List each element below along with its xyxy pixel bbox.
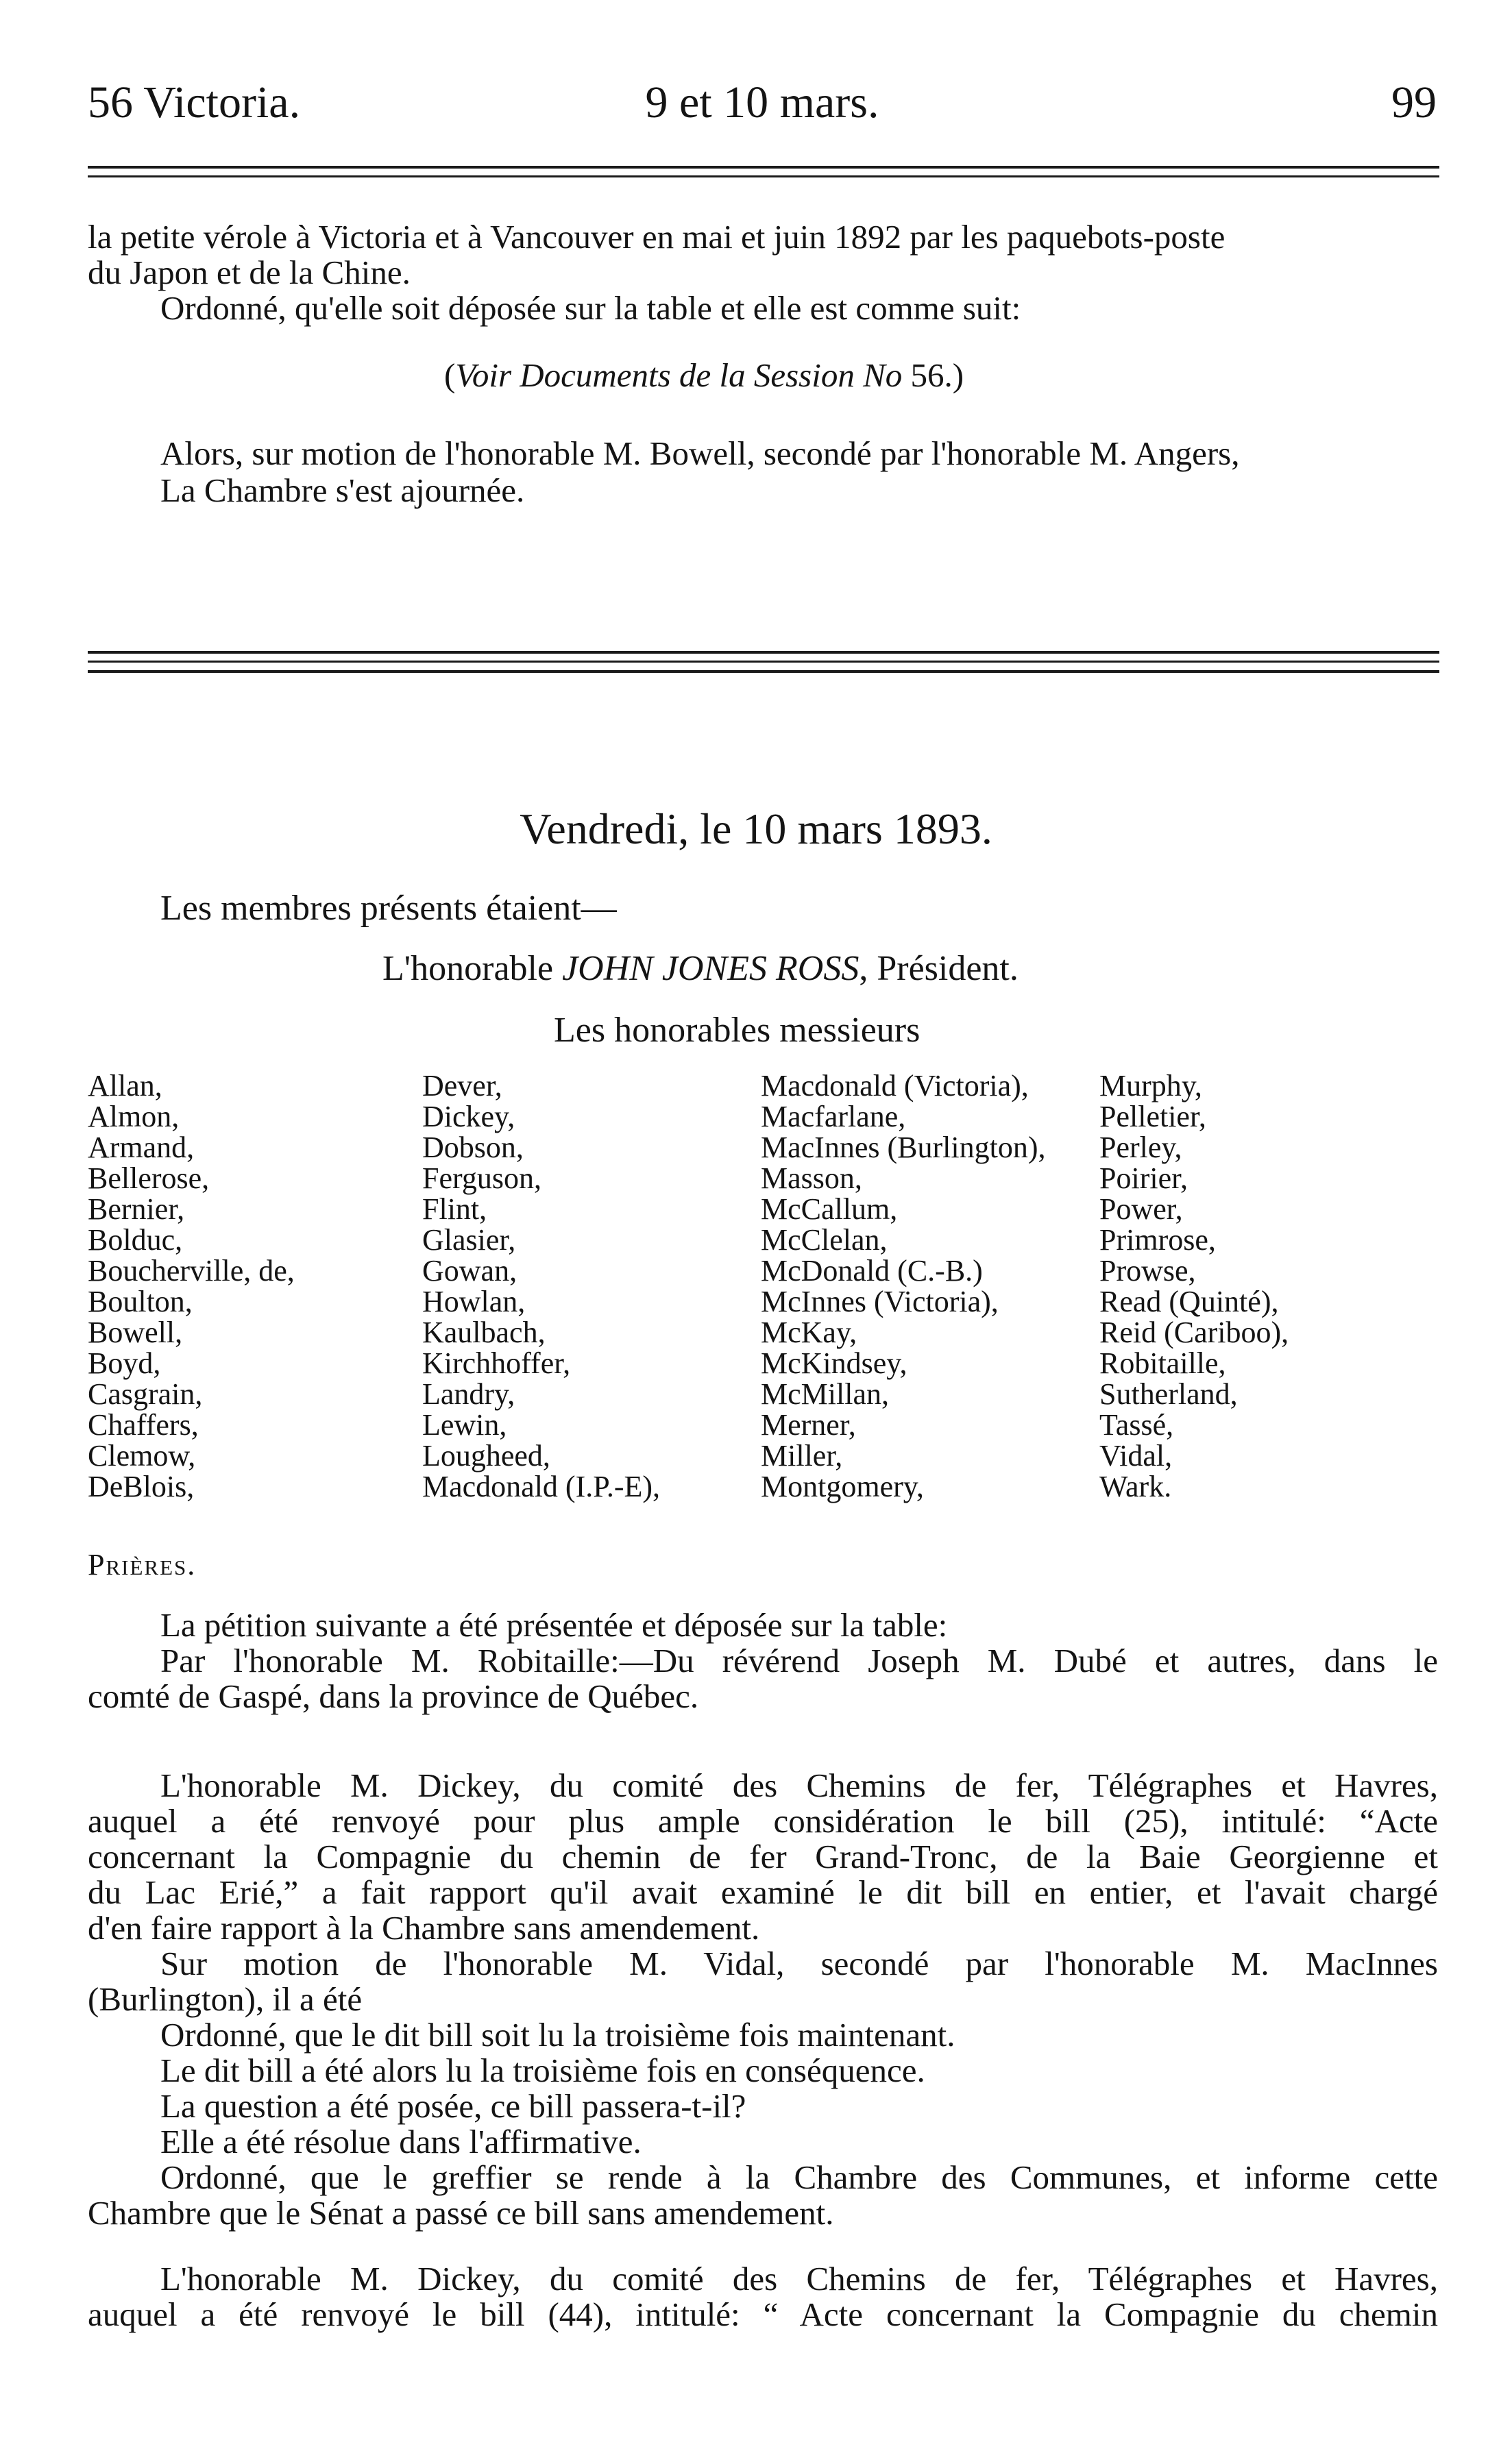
member-name: Macdonald (Victoria), bbox=[761, 1069, 1029, 1102]
members-column-3 bbox=[761, 1070, 1045, 1502]
member-name: Power, bbox=[1099, 1192, 1183, 1226]
member-name: McDonald (C.-B.) bbox=[761, 1254, 983, 1288]
member-name: Miller, bbox=[761, 1439, 843, 1473]
member-name: Robitaille, bbox=[1099, 1346, 1226, 1380]
member-name: Masson, bbox=[761, 1161, 862, 1195]
member-name: Boucherville, de, bbox=[88, 1254, 295, 1288]
president-line bbox=[382, 951, 1019, 987]
member-name: Boyd, bbox=[88, 1346, 161, 1380]
member-name: Bowell, bbox=[88, 1316, 183, 1349]
text-line: Chambre que le Sénat a passé ce bill sans amendement. bbox=[88, 2194, 834, 2232]
member-name: Bolduc, bbox=[88, 1223, 183, 1257]
text-line: La Chambre s'est ajournée. bbox=[160, 471, 525, 509]
member-name: MacInnes (Burlington), bbox=[761, 1131, 1046, 1164]
text-line: L'honorable M. Dickey, du comité des Chemins de fer, Télégraphes et Havres, bbox=[160, 2260, 1438, 2297]
member-name: Sutherland, bbox=[1099, 1377, 1238, 1411]
member-name: Landry, bbox=[422, 1377, 515, 1411]
member-name: Merner, bbox=[761, 1408, 856, 1442]
date-range: 9 et 10 mars. bbox=[645, 77, 879, 127]
member-name: McKindsey, bbox=[761, 1346, 907, 1380]
text-line: Ordonné, qu'elle soit déposée sur la table et elle est comme suit: bbox=[160, 289, 1021, 327]
members-intro: Les membres présents étaient— bbox=[160, 889, 617, 928]
text-line: Le dit bill a été alors lu la troisième fois en conséquence. bbox=[160, 2052, 925, 2089]
member-name: Tassé, bbox=[1099, 1408, 1174, 1442]
member-name: Flint, bbox=[422, 1192, 487, 1226]
members-column-1 bbox=[88, 1070, 295, 1502]
text-line: la petite vérole à Victoria et à Vancouver en mai et juin 1892 par les paquebots-poste bbox=[88, 218, 1226, 256]
member-name: McKay, bbox=[761, 1316, 857, 1349]
page-number: 99 bbox=[1391, 77, 1437, 127]
doc-ref-open: ( bbox=[444, 356, 456, 394]
member-name: Dever, bbox=[422, 1069, 502, 1102]
members-column-2 bbox=[422, 1070, 660, 1502]
text-line: du Japon et de la Chine. bbox=[88, 254, 411, 291]
member-name: Glasier, bbox=[422, 1223, 516, 1257]
member-name: Almon, bbox=[88, 1100, 180, 1133]
member-name: McCallum, bbox=[761, 1192, 898, 1226]
president-prefix: L'honorable bbox=[382, 949, 563, 988]
president-suffix: , Président. bbox=[859, 949, 1019, 988]
member-name: Primrose, bbox=[1099, 1223, 1216, 1257]
member-name: Pelletier, bbox=[1099, 1100, 1206, 1133]
members-column-4 bbox=[1099, 1070, 1289, 1502]
member-name: Armand, bbox=[88, 1131, 195, 1164]
text-line: Elle a été résolue dans l'affirmative. bbox=[160, 2123, 642, 2160]
president-name: JOHN JONES ROSS bbox=[562, 949, 859, 988]
text-line: d'en faire rapport à la Chambre sans amendement. bbox=[88, 1909, 760, 1947]
member-name: Read (Quinté), bbox=[1099, 1285, 1279, 1318]
page-header bbox=[88, 75, 1437, 130]
member-name: Clemow, bbox=[88, 1439, 196, 1473]
text-line: Alors, sur motion de l'honorable M. Bowell, secondé par l'honorable M. Angers, bbox=[160, 434, 1240, 472]
member-name: Macfarlane, bbox=[761, 1100, 906, 1133]
member-name: Dobson, bbox=[422, 1131, 524, 1164]
member-name: Lewin, bbox=[422, 1408, 507, 1442]
header-rule-bottom bbox=[88, 175, 1439, 177]
document-reference bbox=[444, 358, 964, 393]
text-line: auquel a été renvoyé le bill (44), intitulé: “ Acte concernant la Compagnie du chemin bbox=[88, 2295, 1438, 2333]
text-line: auquel a été renvoyé pour plus ample considération le bill (25), intitulé: “Acte bbox=[88, 1802, 1438, 1840]
member-name: McMillan, bbox=[761, 1377, 889, 1411]
doc-ref-number: 56.) bbox=[902, 356, 964, 394]
member-name: Wark. bbox=[1099, 1470, 1172, 1503]
text-line: concernant la Compagnie du chemin de fer Grand-Tronc, de la Baie Georgienne et bbox=[88, 1838, 1438, 1875]
member-name: Reid (Cariboo), bbox=[1099, 1316, 1289, 1349]
text-line: Par l'honorable M. Robitaille:—Du révérend Joseph M. Dubé et autres, dans le bbox=[160, 1642, 1438, 1679]
member-name: Perley, bbox=[1099, 1131, 1182, 1164]
text-line: Ordonné, que le greffier se rende à la Chambre des Communes, et informe cette bbox=[160, 2158, 1438, 2196]
member-name: Lougheed, bbox=[422, 1439, 550, 1473]
member-name: Ferguson, bbox=[422, 1161, 541, 1195]
text-line: La pétition suivante a été présentée et déposée sur la table: bbox=[160, 1606, 948, 1644]
text-line: L'honorable M. Dickey, du comité des Chemins de fer, Télégraphes et Havres, bbox=[160, 1766, 1438, 1804]
member-name: McInnes (Victoria), bbox=[761, 1285, 999, 1318]
header-rule-top bbox=[88, 166, 1439, 169]
member-name: Kirchhoffer, bbox=[422, 1346, 571, 1380]
member-name: Boulton, bbox=[88, 1285, 193, 1318]
member-name: McClelan, bbox=[761, 1223, 888, 1257]
text-line: Sur motion de l'honorable M. Vidal, secondé par l'honorable M. MacInnes bbox=[160, 1945, 1438, 1982]
section-rule-middle bbox=[88, 661, 1439, 663]
member-name: Vidal, bbox=[1099, 1439, 1173, 1473]
members-heading: Les honorables messieurs bbox=[554, 1011, 920, 1050]
member-name: Macdonald (I.P.-E), bbox=[422, 1470, 661, 1503]
text-line: du Lac Erié,” a fait rapport qu'il avait examiné le dit bill en entier, et l'avait chargé bbox=[88, 1873, 1438, 1911]
member-name: Kaulbach, bbox=[422, 1316, 546, 1349]
member-name: Casgrain, bbox=[88, 1377, 203, 1411]
member-name: Murphy, bbox=[1099, 1069, 1202, 1102]
section-rule-top bbox=[88, 651, 1439, 654]
member-name: Chaffers, bbox=[88, 1408, 199, 1442]
session-date-title: Vendredi, le 10 mars 1893. bbox=[520, 804, 992, 853]
text-line: La question a été posée, ce bill passera-t-il? bbox=[160, 2087, 746, 2125]
doc-ref-title: Voir Documents de la Session No bbox=[455, 356, 903, 394]
text-line: (Burlington), il a été bbox=[88, 1980, 363, 2018]
text-line: Ordonné, que le dit bill soit lu la troisième fois maintenant. bbox=[160, 2016, 955, 2054]
volume-label: 56 Victoria. bbox=[88, 77, 301, 127]
member-name: Allan, bbox=[88, 1069, 162, 1102]
member-name: DeBlois, bbox=[88, 1470, 195, 1503]
member-name: Gowan, bbox=[422, 1254, 517, 1288]
member-name: Montgomery, bbox=[761, 1470, 924, 1503]
member-name: Howlan, bbox=[422, 1285, 526, 1318]
member-name: Poirier, bbox=[1099, 1161, 1188, 1195]
section-rule-bottom bbox=[88, 670, 1439, 673]
prayers-heading: Prières. bbox=[88, 1548, 197, 1581]
member-name: Bernier, bbox=[88, 1192, 185, 1226]
member-name: Prowse, bbox=[1099, 1254, 1196, 1288]
member-name: Bellerose, bbox=[88, 1161, 210, 1195]
text-line: comté de Gaspé, dans la province de Québec. bbox=[88, 1677, 699, 1715]
member-name: Dickey, bbox=[422, 1100, 515, 1133]
